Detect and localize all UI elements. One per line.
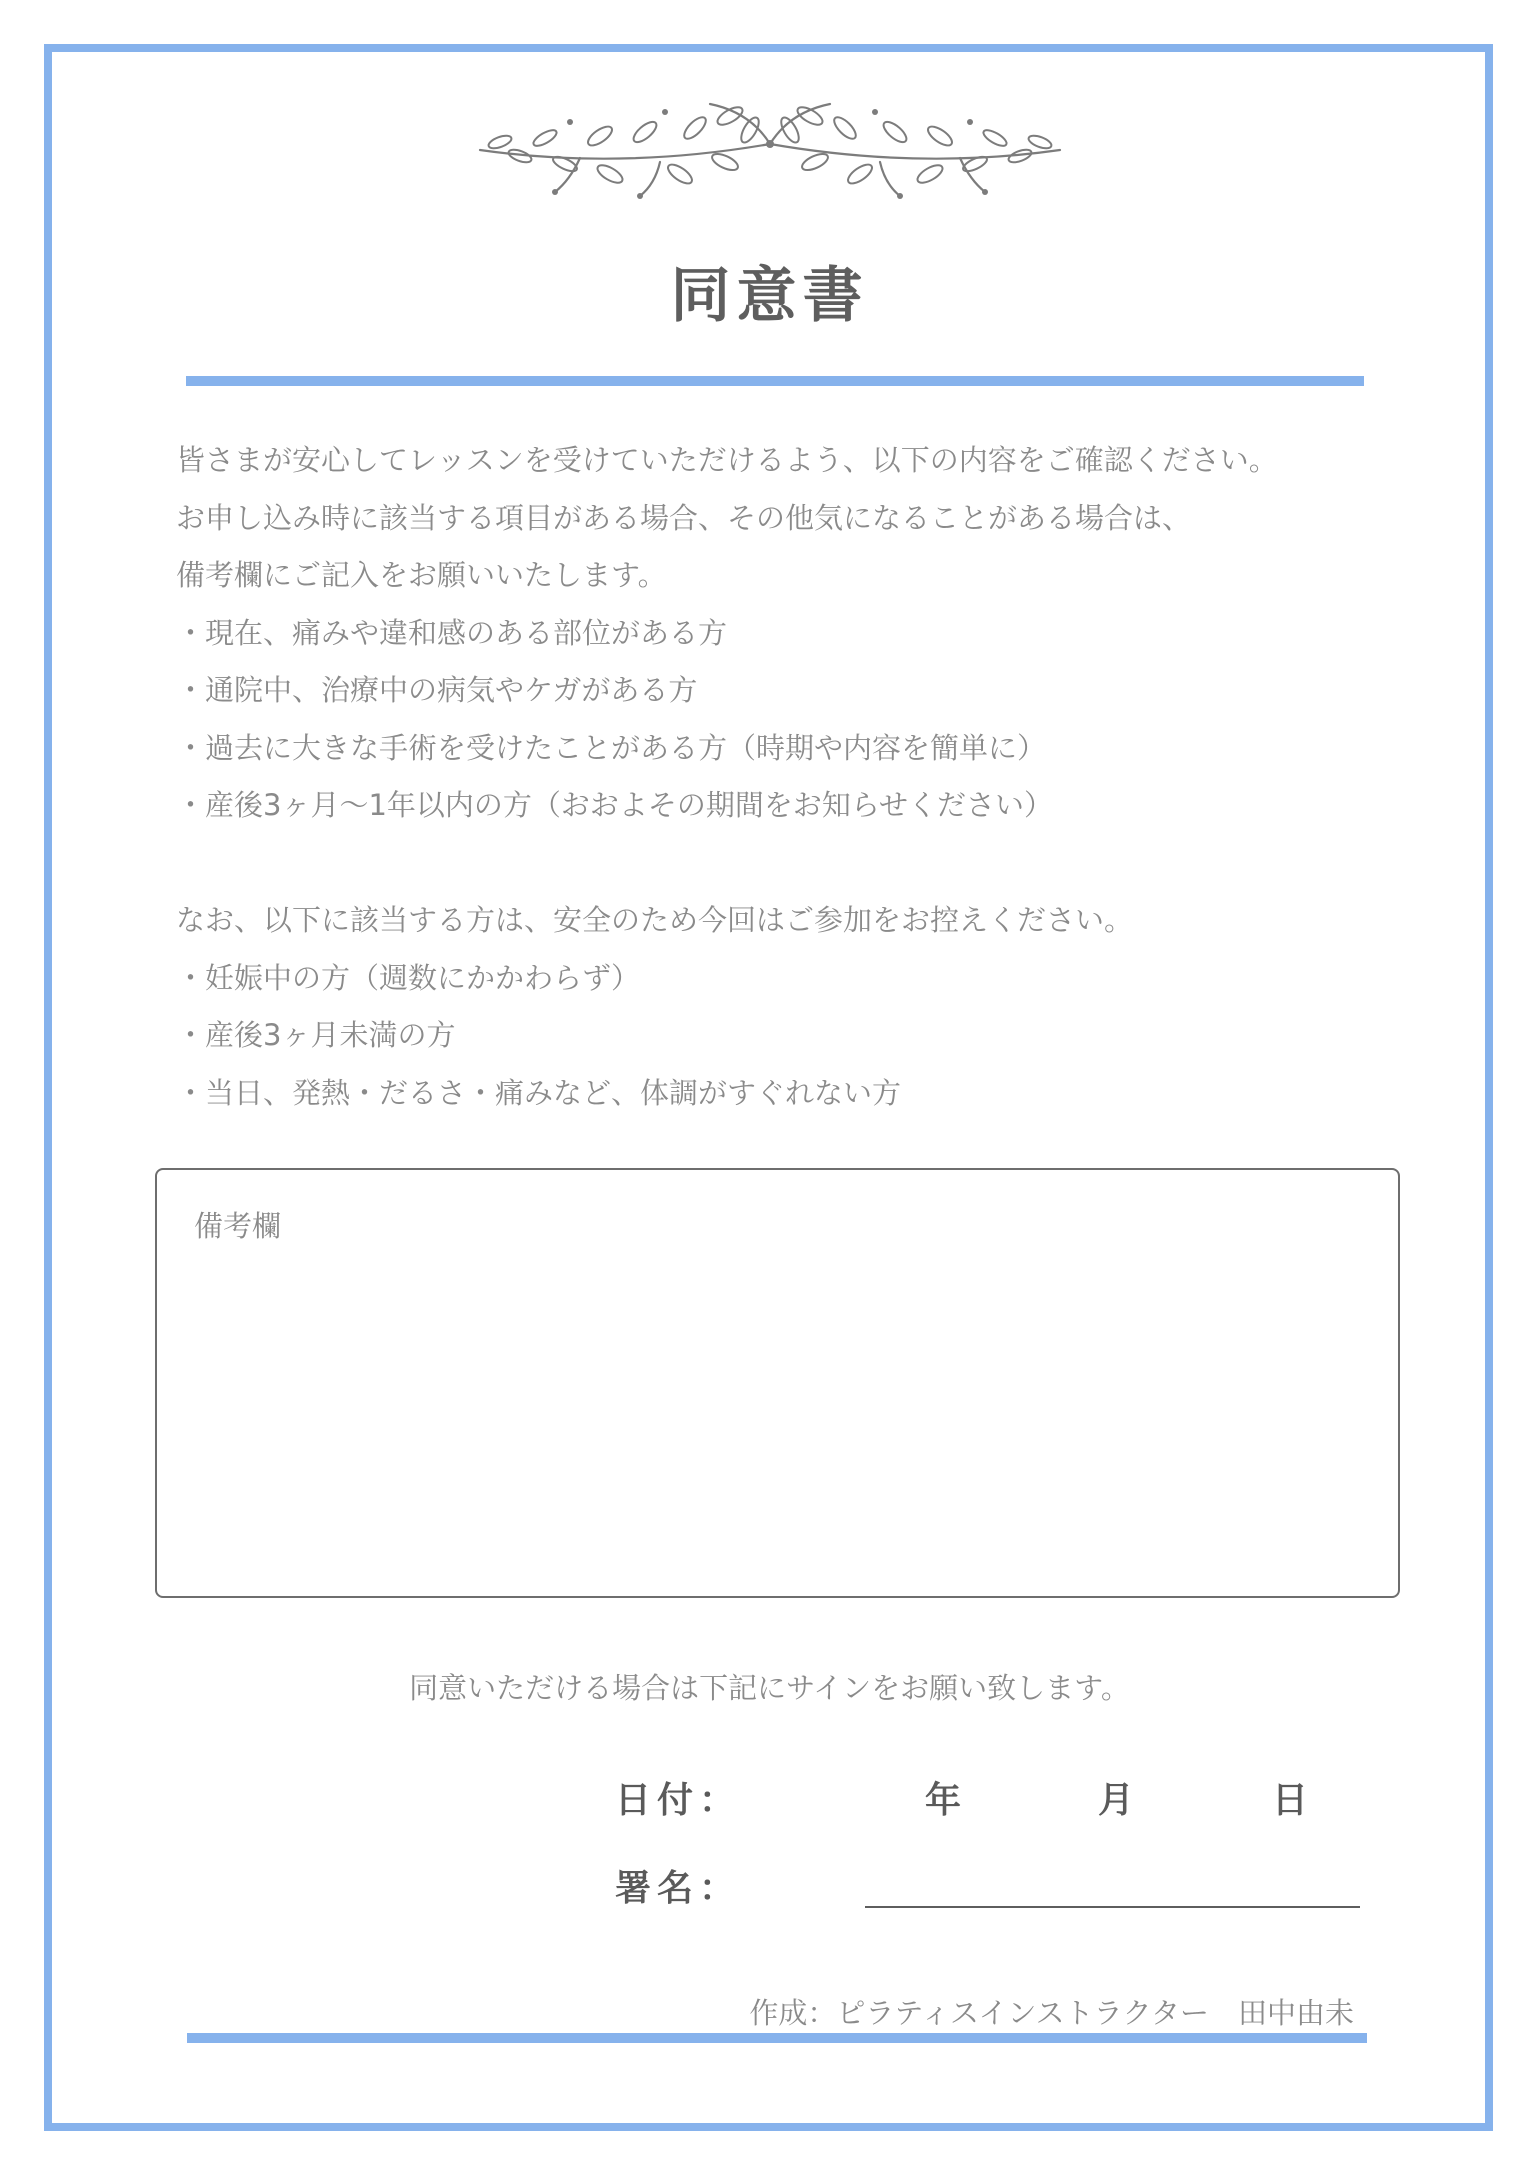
paragraph-gap xyxy=(176,835,1376,893)
day-field[interactable]: 日 xyxy=(1272,1780,1315,1821)
remarks-box[interactable] xyxy=(155,1168,1400,1598)
intro-line: 備考欄にご記入をお願いいたします。 xyxy=(176,558,667,592)
date-label: 日付： xyxy=(615,1780,742,1821)
instructions xyxy=(176,432,1376,1122)
exclusion-item: ・当日、発熱・だるさ・痛みなど、体調がすぐれない方 xyxy=(176,1075,902,1110)
intro-line: 皆さまが安心してレッスンを受けていただけるよう、以下の内容をご確認ください。 xyxy=(176,443,1278,477)
page-title: 同意書 xyxy=(670,261,869,331)
condition-item: ・過去に大きな手術を受けたことがある方（時期や内容を簡単に） xyxy=(176,730,1047,765)
month-field[interactable]: 月 xyxy=(1098,1780,1141,1821)
title-divider xyxy=(186,376,1364,386)
remarks-label: 備考欄 xyxy=(194,1209,282,1243)
author-credit: 作成：ピラティスインストラクター 田中由未 xyxy=(749,1996,1354,2030)
condition-item: ・現在、痛みや違和感のある部位がある方 xyxy=(176,615,728,650)
consent-text: 同意いただける場合は下記にサインをお願い致します。 xyxy=(409,1671,1130,1705)
year-field[interactable]: 年 xyxy=(925,1780,968,1821)
condition-item: ・通院中、治療中の病気やケガがある方 xyxy=(176,673,698,707)
signature-label: 署名： xyxy=(615,1868,742,1909)
footer-divider xyxy=(187,2033,1367,2043)
exclusion-intro: なお、以下に該当する方は、安全のため今回はご参加をお控えください。 xyxy=(176,903,1134,937)
laurel-ornament-icon xyxy=(460,92,1080,202)
condition-item: ・産後3ヶ月〜1年以内の方（おおよその期間をお知らせください） xyxy=(176,788,1054,822)
signature-line[interactable] xyxy=(865,1906,1360,1908)
exclusion-item: ・妊娠中の方（週数にかかわらず） xyxy=(176,960,641,995)
exclusion-item: ・産後3ヶ月未満の方 xyxy=(176,1018,456,1052)
intro-line: お申し込み時に該当する項目がある場合、その他気になることがある場合は、 xyxy=(176,500,1192,535)
